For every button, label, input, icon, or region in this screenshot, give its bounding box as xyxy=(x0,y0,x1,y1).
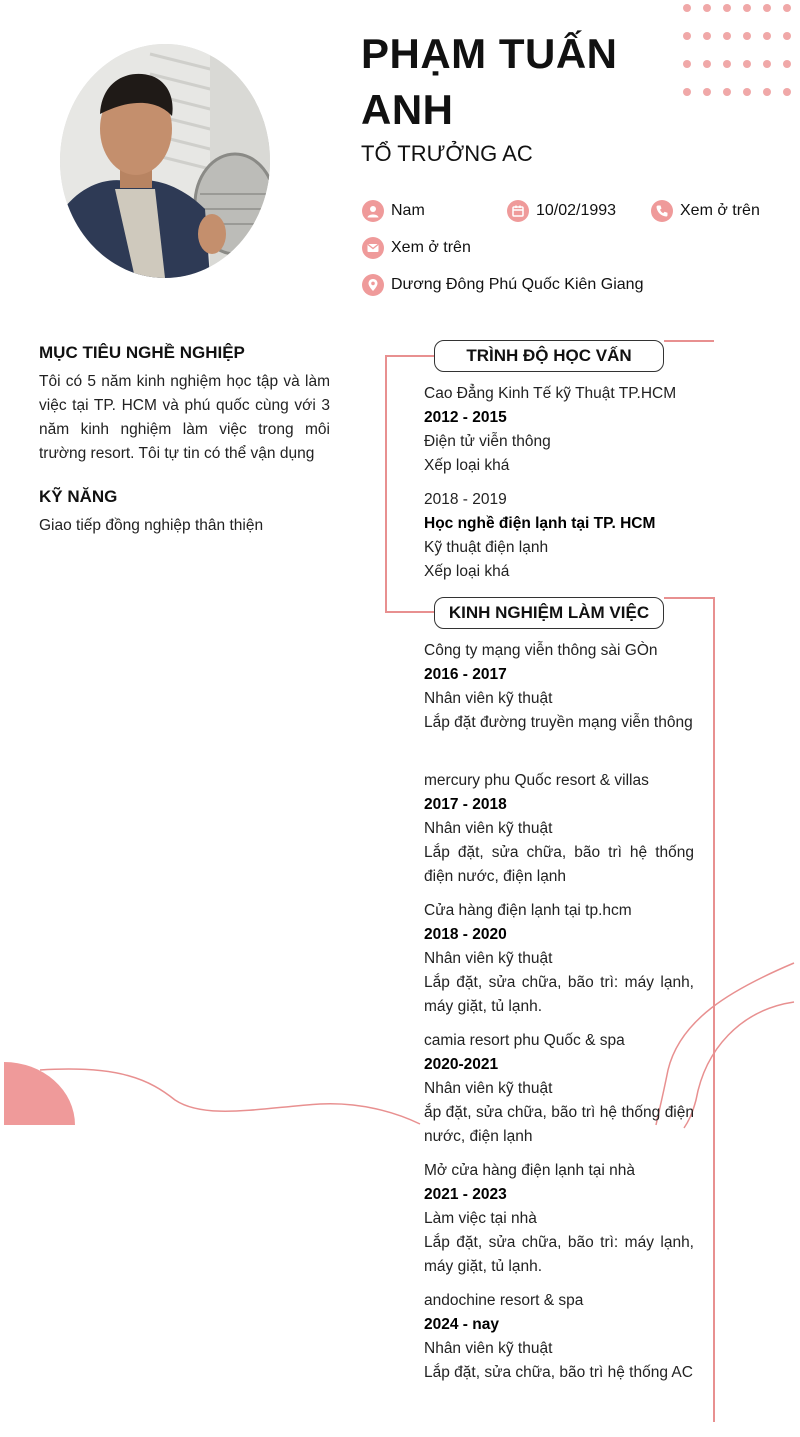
location-icon xyxy=(362,274,384,296)
education-years: 2012 - 2015 xyxy=(424,409,507,426)
mail-icon xyxy=(362,237,384,259)
experience-years: 2024 - nay xyxy=(424,1316,499,1333)
calendar-icon xyxy=(507,200,529,222)
address-value: Dương Đông Phú Quốc Kiên Giang xyxy=(391,276,644,293)
experience-company: mercury phu Quốc resort & villas xyxy=(424,772,649,789)
experience-company: andochine resort & spa xyxy=(424,1292,584,1309)
skills-title: KỸ NĂNG xyxy=(39,487,118,506)
experience-item xyxy=(424,1289,694,1385)
experience-years: 2016 - 2017 xyxy=(424,666,507,683)
experience-years: 2021 - 2023 xyxy=(424,1186,507,1203)
education-major: Kỹ thuật điện lạnh xyxy=(424,539,549,556)
education-title: TRÌNH ĐỘ HỌC VẤN xyxy=(434,340,664,372)
info-gender xyxy=(362,200,425,222)
experience-item xyxy=(424,1029,694,1149)
info-dob xyxy=(507,200,616,222)
experience-desc: Lắp đặt đường truyền mạng viễn thông xyxy=(424,714,693,731)
experience-item xyxy=(424,899,694,1019)
experience-item xyxy=(424,639,694,735)
education-grade: Xếp loại khá xyxy=(424,457,510,474)
experience-company: Công ty mạng viễn thông sài GÒn xyxy=(424,642,658,659)
experience-role: Nhân viên kỹ thuật xyxy=(424,690,553,707)
experience-desc: Lắp đặt, sửa chữa, bão trì hệ thống AC xyxy=(424,1364,693,1381)
objective-title: MỤC TIÊU NGHỀ NGHIỆP xyxy=(39,343,245,362)
dob-value: 10/02/1993 xyxy=(536,202,617,219)
phone-icon xyxy=(651,200,673,222)
education-years: Học nghề điện lạnh tại TP. HCM xyxy=(424,515,656,532)
phone-value: Xem ở trên xyxy=(680,202,760,219)
experience-role: Nhân viên kỹ thuật xyxy=(424,1340,553,1357)
gender-value: Nam xyxy=(391,202,425,219)
info-phone xyxy=(651,200,760,222)
skills-text: Giao tiếp đồng nghiệp thân thiện xyxy=(39,517,264,534)
education-school: Cao Đẳng Kinh Tế kỹ Thuật TP.HCM xyxy=(424,385,677,402)
experience-years: 2018 - 2020 xyxy=(424,926,507,943)
half-circle-decoration xyxy=(4,1062,75,1125)
experience-years: 2017 - 2018 xyxy=(424,796,507,813)
experience-item xyxy=(424,1159,694,1279)
experience-company: camia resort phu Quốc & spa xyxy=(424,1032,625,1049)
profile-photo xyxy=(60,44,270,278)
experience-desc: ắp đặt, sửa chữa, bão trì hệ thống điện nước, điện lạnh xyxy=(424,1104,694,1145)
experience-desc: Lắp đặt, sửa chữa, bão trì: máy lạnh, máy giặt, tủ lạnh. xyxy=(424,1234,694,1275)
experience-role: Nhân viên kỹ thuật xyxy=(424,820,553,837)
experience-years: 2020-2021 xyxy=(424,1056,499,1073)
info-email xyxy=(362,237,471,259)
experience-company: Cửa hàng điện lạnh tại tp.hcm xyxy=(424,902,632,919)
experience-desc: Lắp đặt, sửa chữa, bão trì: máy lạnh, máy giặt, tủ lạnh. xyxy=(424,974,694,1015)
education-grade: Xếp loại khá xyxy=(424,563,510,580)
person-icon xyxy=(362,200,384,222)
job-title: TỔ TRƯỞNG AC xyxy=(361,141,533,166)
experience-role: Nhân viên kỹ thuật xyxy=(424,950,553,967)
experience-role: Nhân viên kỹ thuật xyxy=(424,1080,553,1097)
dots-decoration xyxy=(683,4,793,100)
candidate-name: PHẠM TUẤN ANH xyxy=(361,30,618,133)
experience-title: KINH NGHIỆM LÀM VIỆC xyxy=(434,597,664,629)
education-item xyxy=(424,382,694,478)
education-school: 2018 - 2019 xyxy=(424,491,507,508)
experience-desc: Lắp đặt, sửa chữa, bão trì hệ thống điện nước, điện lạnh xyxy=(424,844,694,885)
info-address xyxy=(362,274,643,296)
email-value: Xem ở trên xyxy=(391,239,471,256)
experience-item xyxy=(424,769,694,889)
objective-text: Tôi có 5 năm kinh nghiệm học tập và làm việc tại TP. HCM và phú quốc cùng với 3 năm kinh nghiệm làm việc trong môi trường resort. Tôi tự tin có thể vận dụng xyxy=(39,373,330,462)
education-major: Điện tử viễn thông xyxy=(424,433,551,450)
education-item xyxy=(424,488,694,584)
experience-company: Mở cửa hàng điện lạnh tại nhà xyxy=(424,1162,635,1179)
experience-role: Làm việc tại nhà xyxy=(424,1210,537,1227)
